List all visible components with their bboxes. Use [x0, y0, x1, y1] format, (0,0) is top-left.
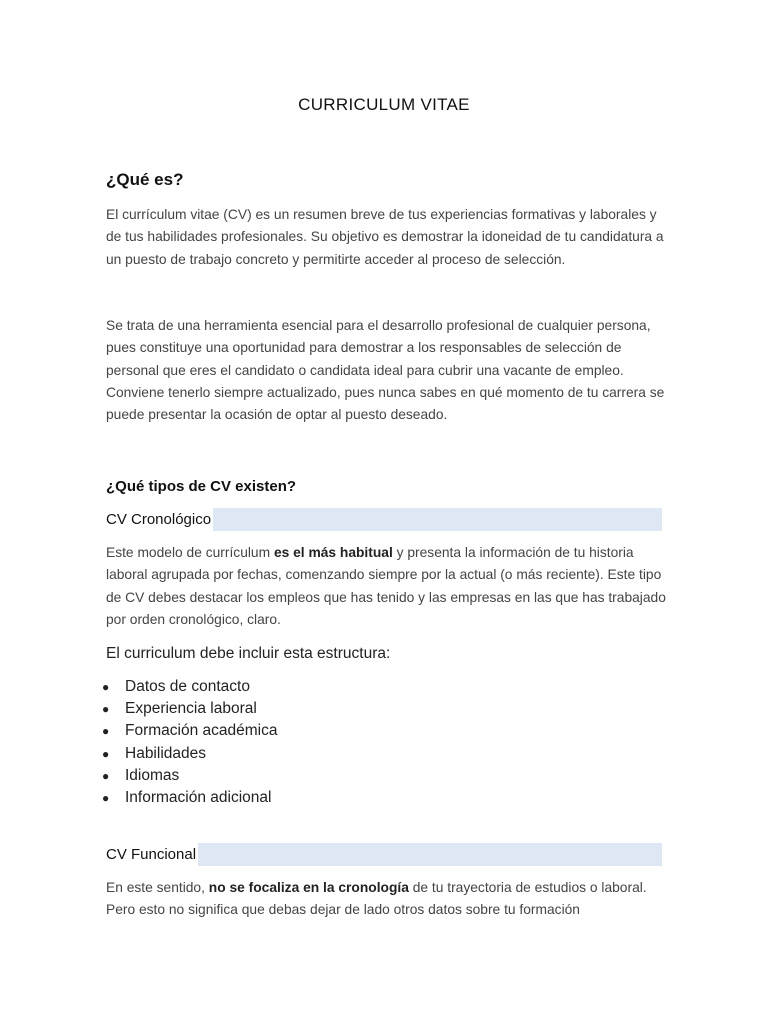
- list-item-label: Información adicional: [125, 788, 272, 806]
- paragraph-importance: Se trata de una herramienta esencial para el desarrollo profesional de cualquier persona, pues constituye una oportunidad para demostrar a los responsables de selección de personal que eres el candidato o candidata ideal para cubrir una vacante de empleo. Conviene tenerlo siempre actualizado, pues nunca sabes en qué momento de tu carrera se puede presentar la ocasión de optar al puesto deseado.: [106, 318, 665, 423]
- bold-run: es el más habitual: [273, 545, 393, 560]
- list-item-label: Formación académica: [125, 722, 278, 740]
- list-item: [100, 698, 277, 720]
- list-item: [100, 787, 277, 809]
- section-band-chronological: [106, 508, 662, 531]
- heading-what-is: ¿Qué es?: [106, 170, 184, 189]
- list-item-label: Experiencia laboral: [125, 700, 257, 718]
- heading-cv-types: ¿Qué tipos de CV existen?: [106, 478, 297, 495]
- bullet-icon: ●: [102, 724, 110, 739]
- paragraph-definition: El currículum vitae (CV) es un resumen breve de tus experiencias formativas y laborales y de tus habilidades profesionales. Su objetivo es demostrar la idoneidad de tu candidatura a un puesto de trabajo concreto y permitirte acceder al proceso de selección.: [106, 207, 664, 267]
- section-band-functional: [106, 843, 662, 866]
- bullet-icon: ●: [102, 702, 110, 717]
- paragraph-chronological: [106, 542, 666, 631]
- document-title: CURRICULUM VITAE: [298, 95, 470, 114]
- text-run: de tu trayectoria de estudios o laboral. Pero esto no significa que debas dejar de lado otros datos sobre tu formación: [106, 880, 647, 918]
- bullet-icon: ●: [102, 746, 110, 761]
- heading-cv-functional: CV Funcional: [106, 843, 198, 866]
- structure-intro: El curriculum debe incluir esta estructura:: [106, 645, 391, 662]
- text-run: En este sentido,: [106, 880, 209, 895]
- list-item: [100, 743, 277, 765]
- bold-run: no se focaliza en la cronología: [208, 880, 409, 895]
- list-item-label: Datos de contacto: [125, 678, 250, 695]
- list-item-label: Habilidades: [125, 744, 206, 762]
- list-item: [100, 765, 277, 787]
- bullet-icon: ●: [102, 680, 110, 694]
- text-run: Este modelo de currículum: [106, 545, 274, 560]
- list-item: [100, 720, 277, 742]
- heading-cv-chronological: CV Cronológico: [106, 508, 213, 531]
- list-item-label: Idiomas: [125, 766, 180, 784]
- text-run: y presenta la información de tu historia laboral agrupada por fechas, comenzando siempre por la actual (o más reciente). Este tipo de CV debes destacar los empleos que has tenido y las empresas en las que has trabajado por orden cronológico, claro.: [106, 545, 666, 627]
- list-item: [100, 676, 277, 698]
- structure-list: [100, 676, 277, 809]
- bullet-icon: ●: [102, 790, 110, 805]
- paragraph-functional: [106, 877, 666, 922]
- bullet-icon: ●: [102, 768, 110, 783]
